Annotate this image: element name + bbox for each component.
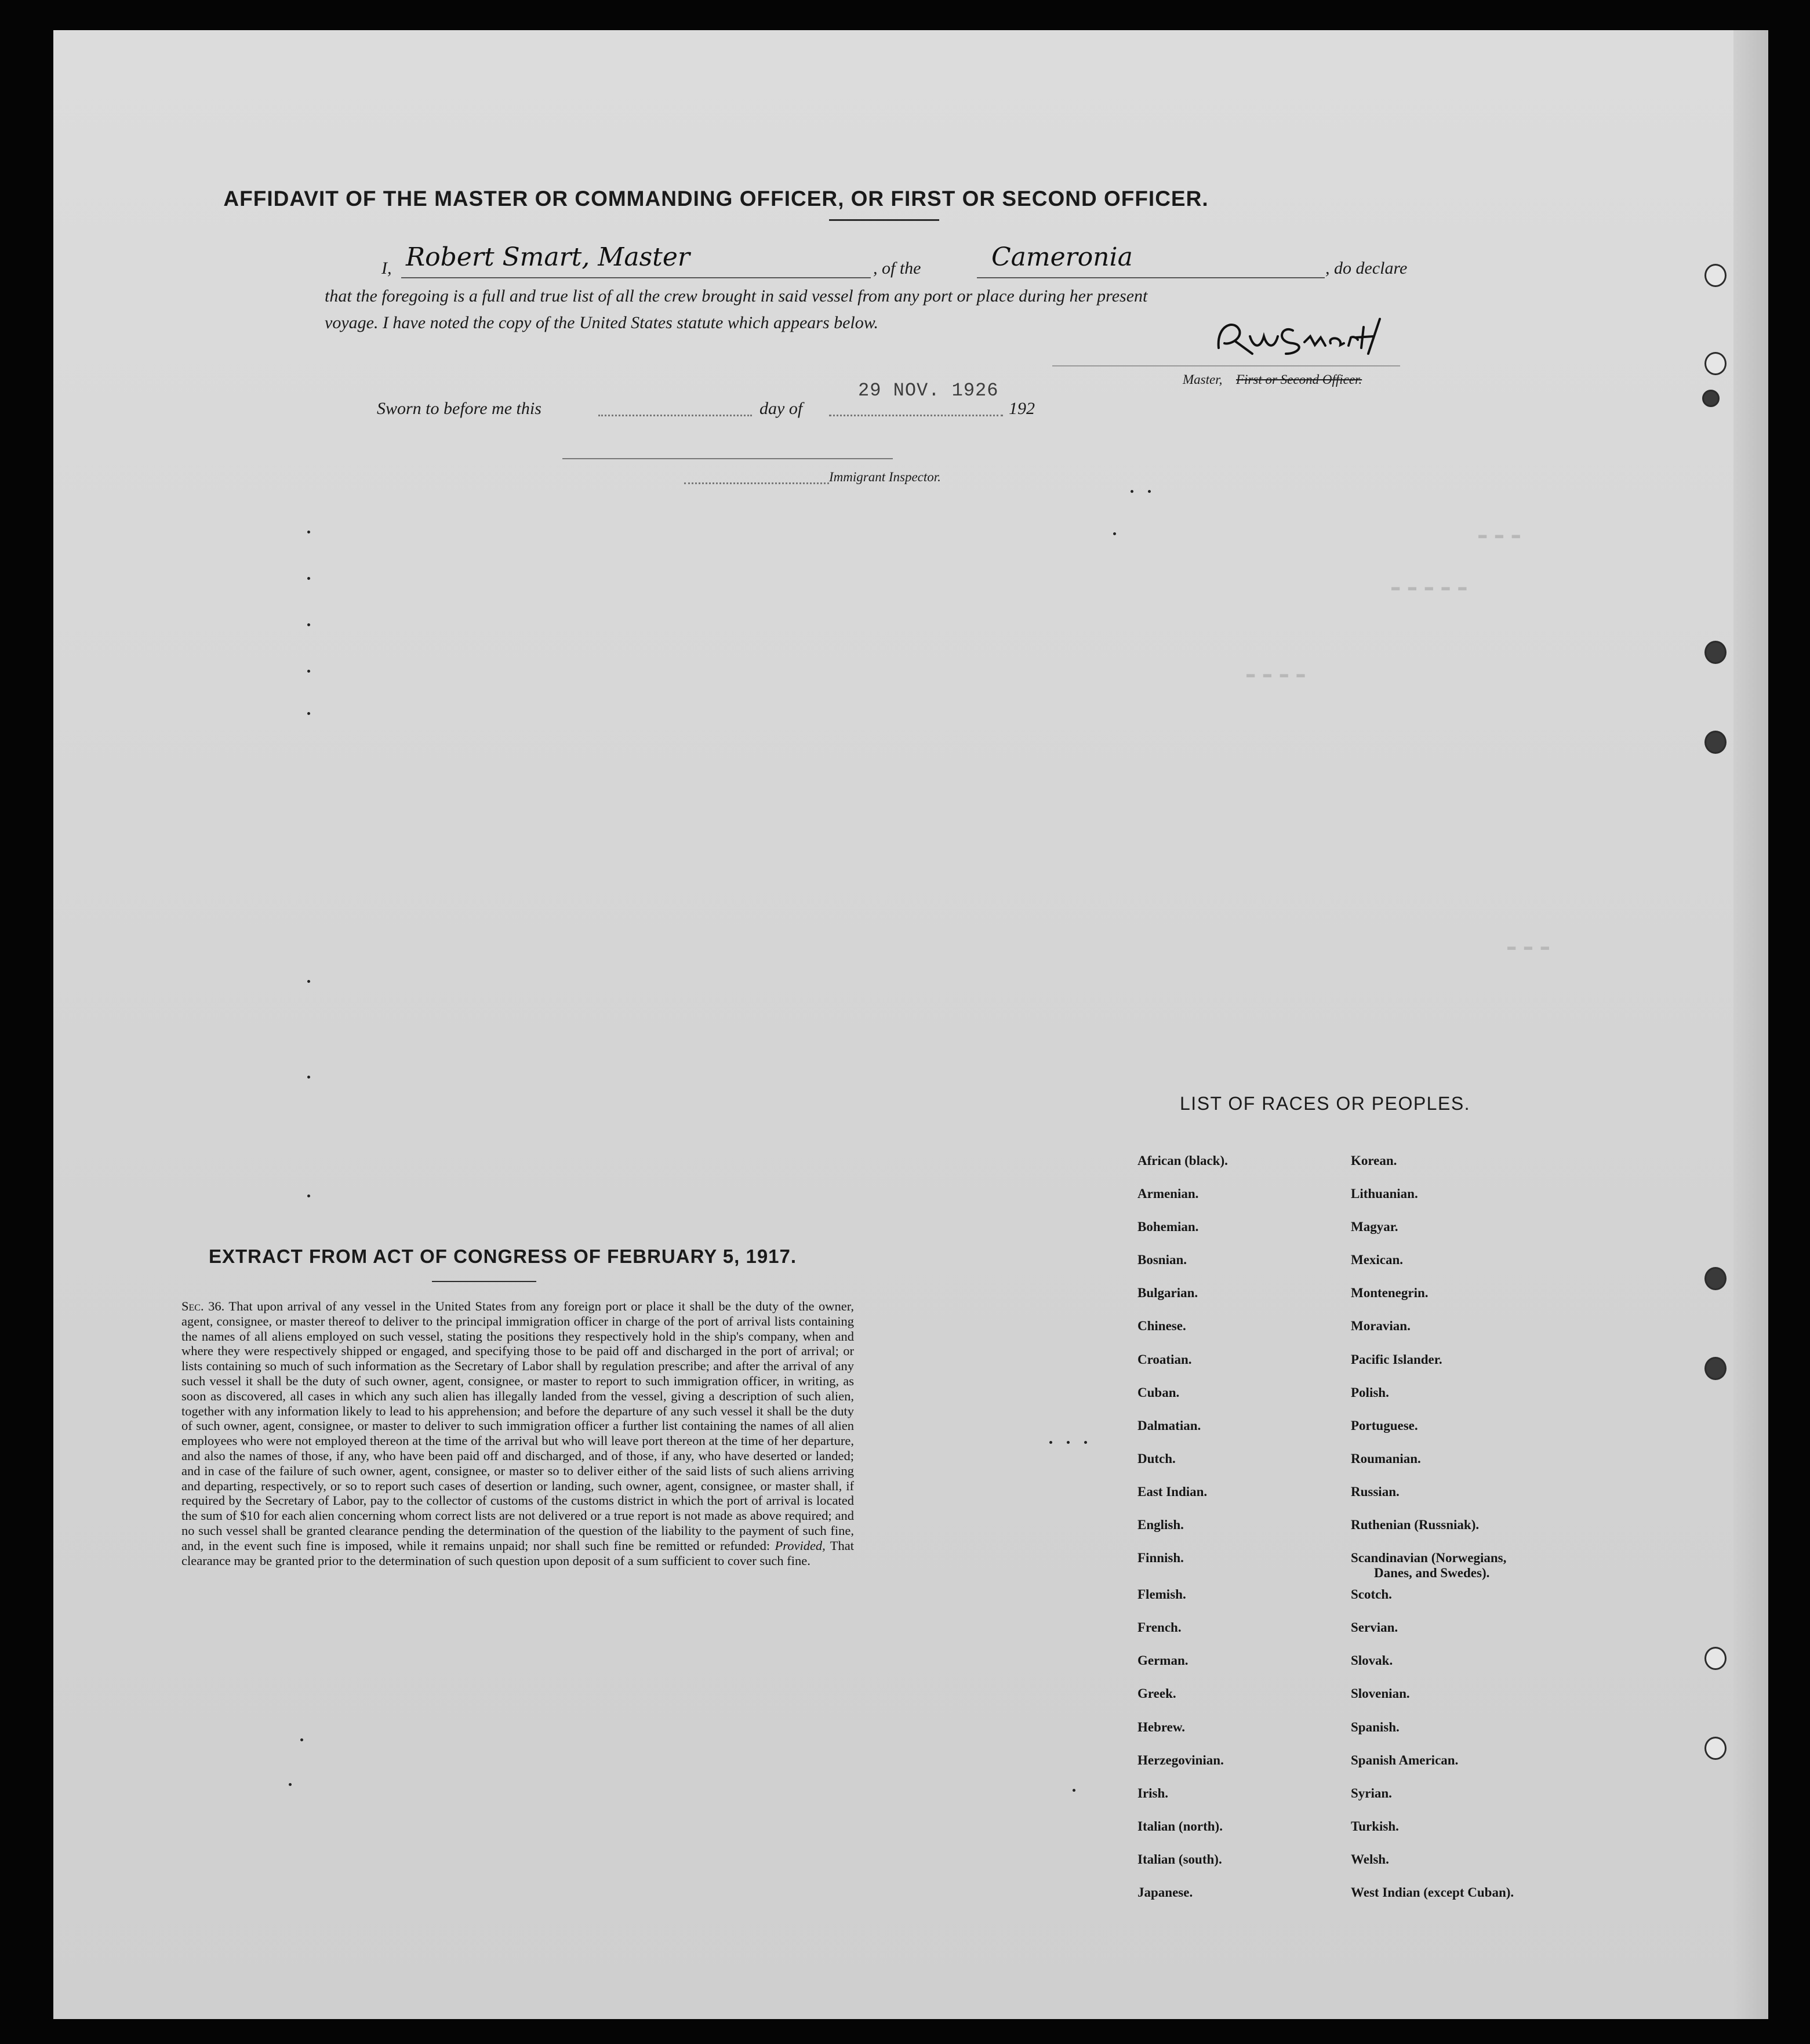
- race-item: Herzegovinian.: [1137, 1752, 1224, 1767]
- race-item: Montenegrin.: [1351, 1286, 1429, 1301]
- races-right-column: [1351, 1153, 1514, 1918]
- race-item: Croatian.: [1137, 1352, 1192, 1367]
- sworn-month-line: [829, 415, 1003, 416]
- sworn-label: Sworn to before me this: [377, 399, 541, 418]
- vessel-name-handwritten: Cameronia: [991, 242, 1133, 272]
- stray-mark: [1131, 490, 1133, 493]
- bleed-through-mark: ▬ ▬ ▬ ▬ ▬: [1391, 580, 1467, 596]
- race-item: Armenian.: [1137, 1186, 1199, 1201]
- provided-text: That clearance may be granted prior to the determination of such question upon deposit of a sum sufficient to cover such fine.: [181, 1538, 855, 1568]
- punch-hole: [1704, 731, 1727, 754]
- race-item: Russian.: [1351, 1484, 1400, 1499]
- inspector-label: Immigrant Inspector.: [829, 470, 941, 484]
- punch-hole: [1704, 264, 1727, 287]
- stray-mark: [307, 577, 310, 580]
- punch-hole: [1704, 1267, 1727, 1290]
- stray-mark: [307, 623, 310, 626]
- race-item: Syrian.: [1351, 1785, 1392, 1800]
- stray-mark: [307, 980, 310, 983]
- race-item: Servian.: [1351, 1620, 1398, 1635]
- race-item: Korean.: [1351, 1153, 1397, 1168]
- race-item: Polish.: [1351, 1385, 1389, 1400]
- punch-hole: [1702, 390, 1720, 407]
- stray-mark: [1148, 490, 1151, 493]
- bleed-through-mark: ▬ ▬ ▬ ▬: [1246, 667, 1305, 682]
- race-item: Flemish.: [1137, 1587, 1186, 1602]
- affidavit-line2: that the foregoing is a full and true list of all the crew brought in said vessel from any port or place during her present: [325, 286, 1148, 306]
- master-name-handwritten: Robert Smart, Master: [406, 242, 690, 272]
- race-item: Chinese.: [1137, 1319, 1186, 1334]
- race-item-line: Scandinavian (Norwegians,: [1351, 1551, 1507, 1566]
- affidavit-line3: voyage. I have noted the copy of the United States statute which appears below.: [325, 313, 879, 332]
- affidavit-line1-mid: , of the: [873, 259, 921, 278]
- punch-hole: [1704, 641, 1727, 664]
- race-item: Mexican.: [1351, 1252, 1404, 1268]
- signature-caption-master: Master,: [1183, 372, 1223, 387]
- vessel-fill-line: [977, 277, 1325, 278]
- race-item: Finnish.: [1137, 1551, 1184, 1566]
- statute-text: [181, 1299, 854, 1568]
- stray-mark: [307, 1076, 310, 1079]
- provided-label: Provided,: [775, 1538, 826, 1553]
- race-item: Bosnian.: [1137, 1252, 1187, 1268]
- race-item: Japanese.: [1137, 1885, 1193, 1900]
- race-item: Roumanian.: [1351, 1451, 1421, 1466]
- race-item: Bulgarian.: [1137, 1286, 1198, 1301]
- signature-caption-struck: First or Second Officer.: [1236, 372, 1362, 387]
- stray-mark: [1073, 1789, 1075, 1792]
- race-item: Bohemian.: [1137, 1219, 1199, 1235]
- day-of-label: day of: [759, 399, 803, 418]
- section-body: That upon arrival of any vessel in the United States from any foreign port or place it shall be the duty of the owner, agent, consignee, or master thereof to deliver to the principal immigration officer in charge of the port of arrival lists containing the names of all aliens employed on such vessel, stating the positions they respectively hold in the ship's company, when and where they were respectively shipped or engaged, and specifying those to be paid off and discharged in the port of arrival; or lists containing so much of such information as the Secretary of Labor shall by regulation prescribe; and after the arrival of any such vessel it shall be the duty of such owner, agent, consignee, or master to report to such immigration officer, in writing, as soon as discovered, all cases in which any such alien has illegally landed from the vessel, giving a description of such alien, together with any information likely to lead to his apprehension; and before the departure of any such vessel it shall be the duty of such owner, agent, consignee, or master to deliver to such immigration officer a further list containing the names of all alien employees who were not employed thereon at the time of the arrival but who will leave port thereon at the time of her departure, and also the names of those, if any, who have been paid off and discharged, and of those, if any, who have deserted or landed; and in case of the failure of such owner, agent, consignee, or master so to deliver either of the said lists of such aliens arriving and departing, respectively, or so to report such cases of desertion or landing, such owner, agent, consignee, or master shall, if required by the Secretary of Labor, pay to the collector of customs of the customs district in which the port of arrival is located the sum of $10 for each alien concerning whom correct lists are not delivered or a true report is not made as above required; and no such vessel shall be granted clearance pending the determination of the question of the liability to the payment of such fine, and, in the event such fine is imposed, while it remains unpaid; nor shall such fine be remitted or refunded:: [181, 1299, 854, 1553]
- race-item: East Indian.: [1137, 1484, 1208, 1499]
- stray-mark: [1113, 532, 1116, 535]
- year-prefix: 192: [1009, 399, 1035, 418]
- stray-mark: [307, 670, 310, 673]
- stray-mark: [307, 531, 310, 533]
- date-stamp: 29 NOV. 1926: [858, 380, 999, 401]
- master-signature: [1212, 313, 1420, 360]
- race-item: Slovenian.: [1351, 1686, 1410, 1701]
- stray-mark: [289, 1783, 292, 1786]
- affidavit-heading: AFFIDAVIT OF THE MASTER OR COMMANDING OFFICER, OR FIRST OR SECOND OFFICER.: [223, 187, 1209, 210]
- race-item: Welsh.: [1351, 1851, 1389, 1867]
- punch-hole: [1704, 1357, 1727, 1380]
- bleed-through-mark: ▬ ▬ ▬: [1478, 528, 1521, 543]
- section-label: Sec. 36.: [181, 1299, 225, 1313]
- race-item: Pacific Islander.: [1351, 1352, 1442, 1367]
- heading-underline: [829, 219, 939, 221]
- race-item: Cuban.: [1137, 1385, 1180, 1400]
- race-item: Magyar.: [1351, 1219, 1398, 1235]
- page-edge: [1733, 30, 1768, 2019]
- race-item: Hebrew.: [1137, 1719, 1185, 1734]
- stray-mark: [300, 1738, 303, 1741]
- race-item: Spanish.: [1351, 1719, 1400, 1734]
- race-item-line: Danes, and Swedes).: [1374, 1566, 1490, 1581]
- race-item: French.: [1137, 1620, 1182, 1635]
- race-item: Scotch.: [1351, 1587, 1392, 1602]
- race-item: Portuguese.: [1351, 1418, 1418, 1433]
- race-item: Irish.: [1137, 1785, 1169, 1800]
- race-item: [1351, 1551, 1514, 1587]
- extract-heading: EXTRACT FROM ACT OF CONGRESS OF FEBRUARY 5, 1917.: [209, 1246, 797, 1267]
- race-item: Spanish American.: [1351, 1752, 1459, 1767]
- stray-mark: [1049, 1441, 1052, 1444]
- stray-mark: [1084, 1441, 1087, 1444]
- race-item: Lithuanian.: [1351, 1186, 1418, 1201]
- race-item: West Indian (except Cuban).: [1351, 1885, 1514, 1900]
- race-item: Ruthenian (Russniak).: [1351, 1517, 1480, 1533]
- race-item: Italian (north).: [1137, 1818, 1223, 1834]
- race-item: English.: [1137, 1517, 1184, 1533]
- race-item: Greek.: [1137, 1686, 1176, 1701]
- inspector-signature-line: [562, 458, 893, 459]
- punch-hole: [1704, 1737, 1727, 1760]
- race-item: Slovak.: [1351, 1653, 1393, 1668]
- punch-hole: [1704, 352, 1727, 375]
- races-left-column: [1137, 1153, 1228, 1918]
- bleed-through-mark: ▬ ▬ ▬: [1507, 939, 1550, 955]
- stray-mark: [307, 1195, 310, 1197]
- punch-hole: [1704, 1647, 1727, 1670]
- race-item: Dutch.: [1137, 1451, 1176, 1466]
- extract-underline: [432, 1281, 536, 1282]
- stray-mark: [1067, 1441, 1070, 1444]
- race-item: Italian (south).: [1137, 1851, 1222, 1867]
- race-item: African (black).: [1137, 1153, 1228, 1168]
- race-item: Turkish.: [1351, 1818, 1399, 1834]
- name-fill-line: [401, 277, 871, 278]
- signature-line: [1052, 365, 1400, 366]
- race-item: Dalmatian.: [1137, 1418, 1201, 1433]
- inspector-name-line: [684, 482, 829, 484]
- race-item: Moravian.: [1351, 1319, 1411, 1334]
- race-item: German.: [1137, 1653, 1189, 1668]
- affidavit-line1-suffix: , do declare: [1325, 259, 1408, 278]
- affidavit-line1-prefix: I,: [381, 259, 392, 278]
- stray-mark: [307, 712, 310, 715]
- races-heading: LIST OF RACES OR PEOPLES.: [1180, 1093, 1471, 1114]
- sworn-day-line: [598, 415, 752, 416]
